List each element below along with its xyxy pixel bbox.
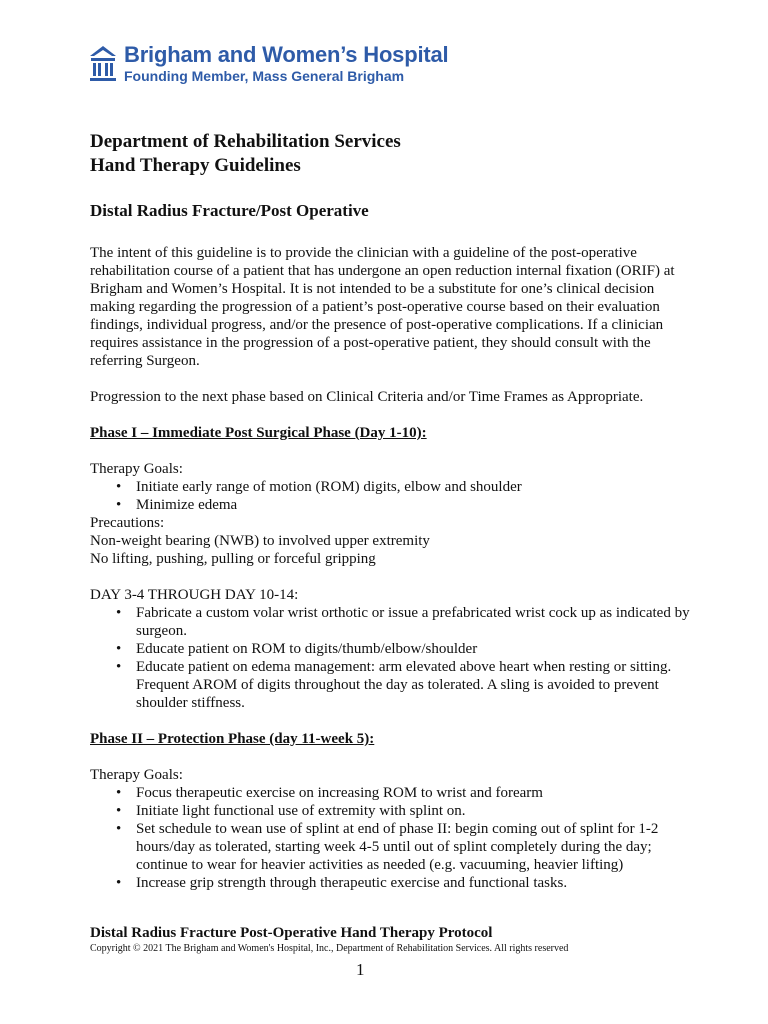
document-subtitle: Distal Radius Fracture/Post Operative xyxy=(90,201,369,220)
list-item: • Set schedule to wean use of splint at end of phase II: begin coming out of splint for 1-2 hours/day as tolerated, starting week 4-5 until out of splint completely during the day; continue to wear for heavier activities as needed (e.g. vacuuming, heavier lifting) xyxy=(136,820,690,874)
footer-copyright: Copyright © 2021 The Brigham and Women's Hospital, Inc., Department of Rehabilitation Services. All rights reserved xyxy=(90,943,569,954)
phase1-goals-list xyxy=(90,478,690,514)
list-item: • Educate patient on ROM to digits/thumb/elbow/shoulder xyxy=(136,640,690,658)
precaution-line: Non-weight bearing (NWB) to involved upper extremity xyxy=(90,533,430,549)
list-item: • Educate patient on edema management: arm elevated above heart when resting or sitting. Frequent AROM of digits throughout the day as tolerated. A sling is avoided to prevent shoulder stiffness. xyxy=(136,658,690,712)
phase1-day-label: DAY 3-4 THROUGH DAY 10-14: xyxy=(90,587,299,603)
phase1-day-list xyxy=(90,604,690,712)
list-item: • Initiate early range of motion (ROM) digits, elbow and shoulder xyxy=(136,478,690,496)
progression-note: Progression to the next phase based on Clinical Criteria and/or Time Frames as Appropriate. xyxy=(90,389,644,405)
document-title: Hand Therapy Guidelines xyxy=(90,155,301,176)
phase1-goals-block xyxy=(90,460,690,568)
phase1-heading: Phase I – Immediate Post Surgical Phase (Day 1-10): xyxy=(90,425,427,441)
hospital-tagline: Founding Member, Mass General Brigham xyxy=(124,68,405,84)
phase2-heading: Phase II – Protection Phase (day 11-week 5): xyxy=(90,731,375,747)
footer-title: Distal Radius Fracture Post-Operative Hand Therapy Protocol xyxy=(90,925,493,941)
phase1-day-block xyxy=(90,586,690,712)
page-number: 1 xyxy=(356,960,365,979)
list-item: • Increase grip strength through therapeutic exercise and functional tasks. xyxy=(136,874,690,892)
phase2-goals-block xyxy=(90,766,690,892)
phase1-precautions-label: Precautions: xyxy=(90,515,165,531)
precaution-line: No lifting, pushing, pulling or forceful gripping xyxy=(90,551,376,567)
hospital-name: Brigham and Women’s Hospital xyxy=(124,42,449,67)
department-title: Department of Rehabilitation Services xyxy=(90,131,401,152)
phase1-goals-label: Therapy Goals: xyxy=(90,461,183,477)
phase2-goals-list xyxy=(90,784,690,892)
page-footer xyxy=(90,924,690,955)
phase2-goals-label: Therapy Goals: xyxy=(90,767,183,783)
hospital-columns-icon xyxy=(88,44,118,84)
list-item: • Initiate light functional use of extremity with splint on. xyxy=(136,802,690,820)
document-body xyxy=(90,130,690,910)
intro-paragraph: The intent of this guideline is to provide the clinician with a guideline of the post-operative rehabilitation course of a patient that has undergone an open reduction internal fixation (ORIF) at Brigham and Women’s Hospital. It is not intended to be a substitute for one’s clinical decision making regarding the progression of a patient’s post-operative course based on their evaluation findings, individual progress, and/or the presence of post-operative complications. If a clinician requires assistance in the progression of a post-operative patient, they should consult with the referring Surgeon. xyxy=(90,245,675,369)
list-item: • Focus therapeutic exercise on increasing ROM to wrist and forearm xyxy=(136,784,690,802)
list-item: • Fabricate a custom volar wrist orthotic or issue a prefabricated wrist cock up as indicated by surgeon. xyxy=(136,604,690,640)
list-item: • Minimize edema xyxy=(136,496,690,514)
